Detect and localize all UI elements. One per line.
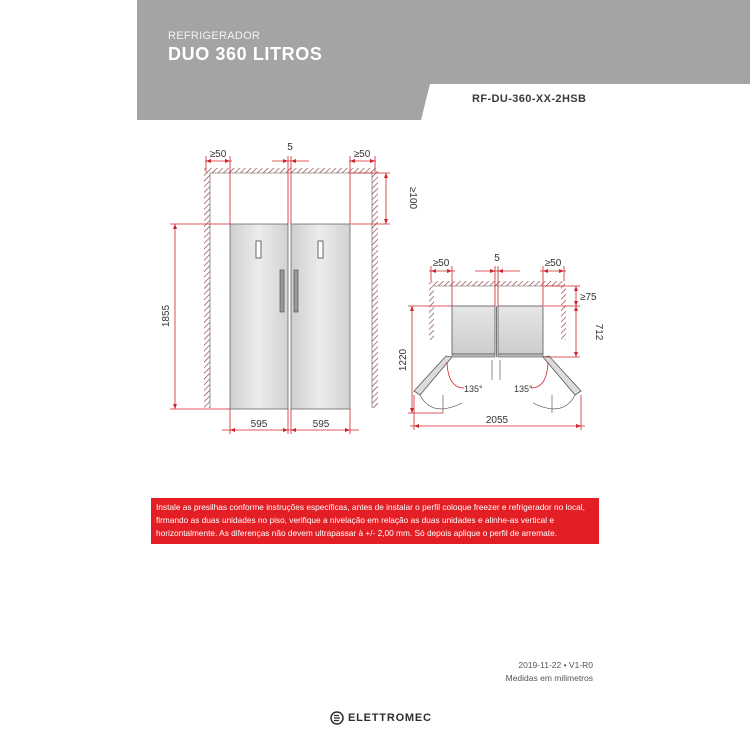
installation-notice: Instale as presilhas conforme instruções especificas, antes de instalar o perfil coloque freezer e refrigerador no local, firmando as duas unidades no piso, verifique a nivelação em relação as duas unidades e alinhe-as vertical e horizontalmente. As diferenças não devem ultrapassar à +/- 2,00 mm. Só depois aplique o perfil de arremate. xyxy=(151,498,599,544)
top-depth-label: 712 xyxy=(593,323,604,341)
front-gap-right-label: ≥50 xyxy=(353,149,371,160)
top-depth-open-label: 1220 xyxy=(398,348,409,372)
top-total-width-label: 2055 xyxy=(485,415,509,426)
elettromec-logo-icon xyxy=(330,711,344,725)
front-refrigerator-unit xyxy=(291,224,350,409)
front-view xyxy=(161,142,418,434)
front-width-left-label: 595 xyxy=(250,419,268,430)
front-gap-middle-label: 5 xyxy=(287,142,293,153)
product-title: DUO 360 LITROS xyxy=(168,44,323,64)
top-back-clearance-label: ≥75 xyxy=(580,292,597,303)
product-category: REFRIGERADOR xyxy=(168,30,261,42)
top-dimension-arrows xyxy=(410,269,581,428)
front-gap-left-label: ≥50 xyxy=(209,149,227,160)
top-gap-left-label: ≥50 xyxy=(432,258,450,269)
top-open-doors xyxy=(414,356,581,395)
top-appliance-bodies xyxy=(452,306,543,357)
brand-name: ELETTROMEC xyxy=(348,712,432,724)
model-code: RF-DU-360-XX-2HSB xyxy=(472,93,587,105)
front-top-clearance-label: ≥100 xyxy=(407,186,418,210)
top-door-angle-left-label: 135° xyxy=(464,384,483,394)
front-freezer-unit xyxy=(230,224,288,409)
front-width-right-label: 595 xyxy=(312,419,330,430)
top-gap-middle-label: 5 xyxy=(494,253,500,264)
front-height-label: 1855 xyxy=(161,304,172,328)
top-door-angle-right-label: 135° xyxy=(514,384,533,394)
units-note: Medidas em milimetros xyxy=(505,673,593,683)
date-version: 2019-11-22 • V1-R0 xyxy=(518,660,593,670)
brand-logo xyxy=(330,711,432,725)
top-view xyxy=(398,253,604,430)
top-niche-walls xyxy=(429,281,566,340)
top-gap-right-label: ≥50 xyxy=(544,258,562,269)
